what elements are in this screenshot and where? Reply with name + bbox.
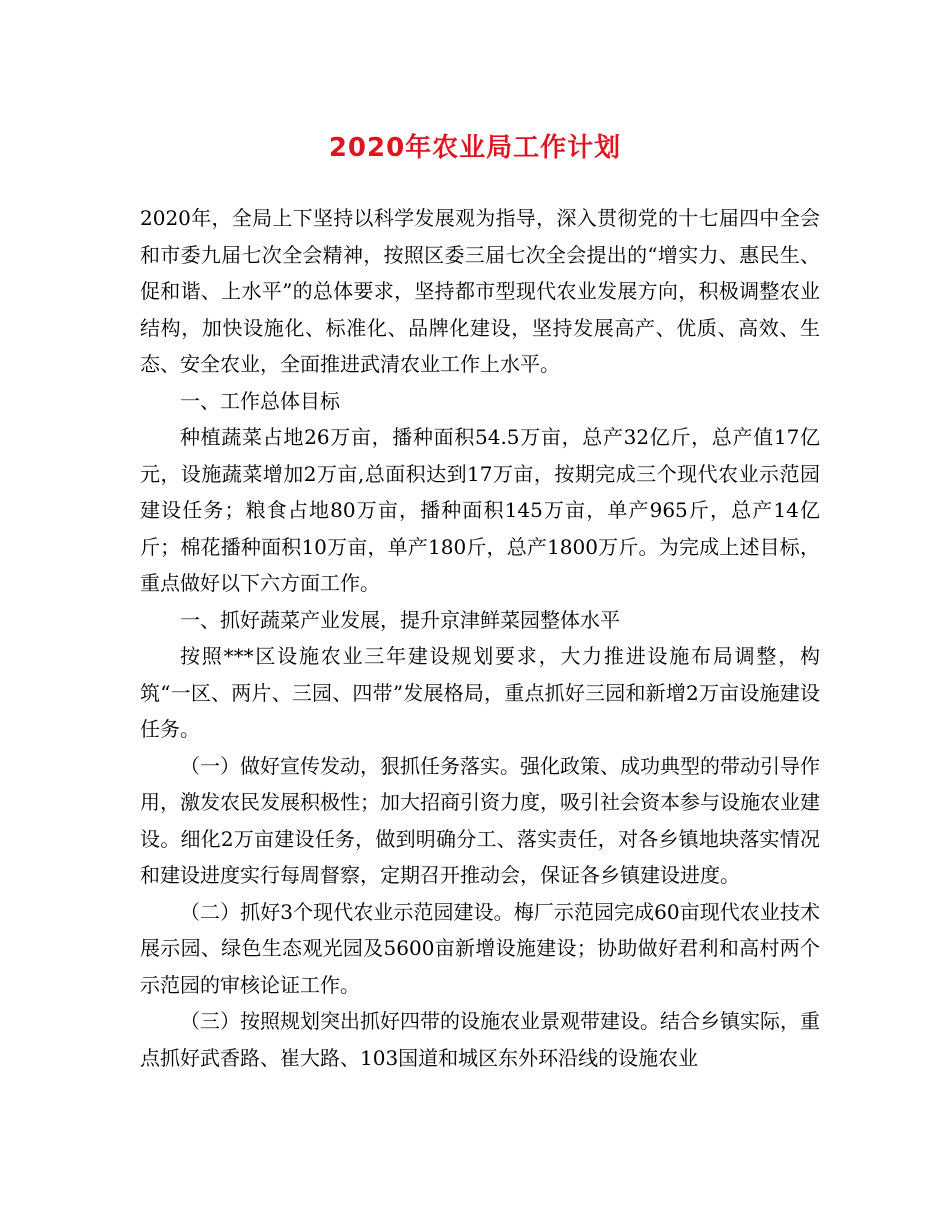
paragraph-item-2: （二）抓好3个现代农业示范园建设。梅厂示范园完成60亩现代农业技术展示园、绿色生态观光园及5600亩新增设施建设；协助做好君利和高村两个示范园的审核论证工作。 bbox=[140, 899, 820, 997]
document-title: 2020年农业局工作计划 bbox=[328, 133, 622, 163]
paragraph-planning: 按照***区设施农业三年建设规划要求，大力推进设施布局调整，构筑“一区、两片、三园、四带”发展格局，重点抓好三园和新增2万亩设施建设任务。 bbox=[140, 644, 820, 741]
paragraph-item-3: （三）按照规划突出抓好四带的设施农业景观带建设。结合乡镇实际，重点抓好武香路、崔大路、103国道和城区东外环沿线的设施农业 bbox=[140, 1009, 820, 1070]
document-body bbox=[140, 200, 820, 1076]
section-heading-goals: 一、工作总体目标 bbox=[180, 388, 340, 413]
paragraph-goals: 种植蔬菜占地26万亩，播种面积54.5万亩，总产32亿斤，总产值17亿元，设施蔬菜增加2万亩,总面积达到17万亩，按期完成三个现代农业示范园建设任务；粮食占地80万亩，播种面积145万亩，单产965斤，总产14亿斤；棉花播种面积10万亩，单产180斤，总产1800万斤。为完成上述目标，重点做好以下六方面工作。 bbox=[140, 425, 820, 595]
paragraph-item-1: （一）做好宣传发动，狠抓任务落实。强化政策、成功典型的带动引导作用，激发农民发展积极性；加大招商引资力度，吸引社会资本参与设施农业建设。细化2万亩建设任务，做到明确分工、落实责任，对各乡镇地块落实情况和建设进度实行每周督察，定期召开推动会，保证各乡镇建设进度。 bbox=[140, 753, 820, 887]
paragraph-intro: 2020年，全局上下坚持以科学发展观为指导，深入贯彻党的十七届四中全会和市委九届七次全会精神，按照区委三届七次全会提出的“增实力、惠民生、促和谐、上水平”的总体要求，坚持都市型现代农业发展方向，积极调整农业结构，加快设施化、标准化、品牌化建设，坚持发展高产、优质、高效、生态、安全农业，全面推进武清农业工作上水平。 bbox=[140, 206, 820, 376]
section-heading-vegetables: 一、抓好蔬菜产业发展，提升京津鲜菜园整体水平 bbox=[180, 607, 620, 632]
